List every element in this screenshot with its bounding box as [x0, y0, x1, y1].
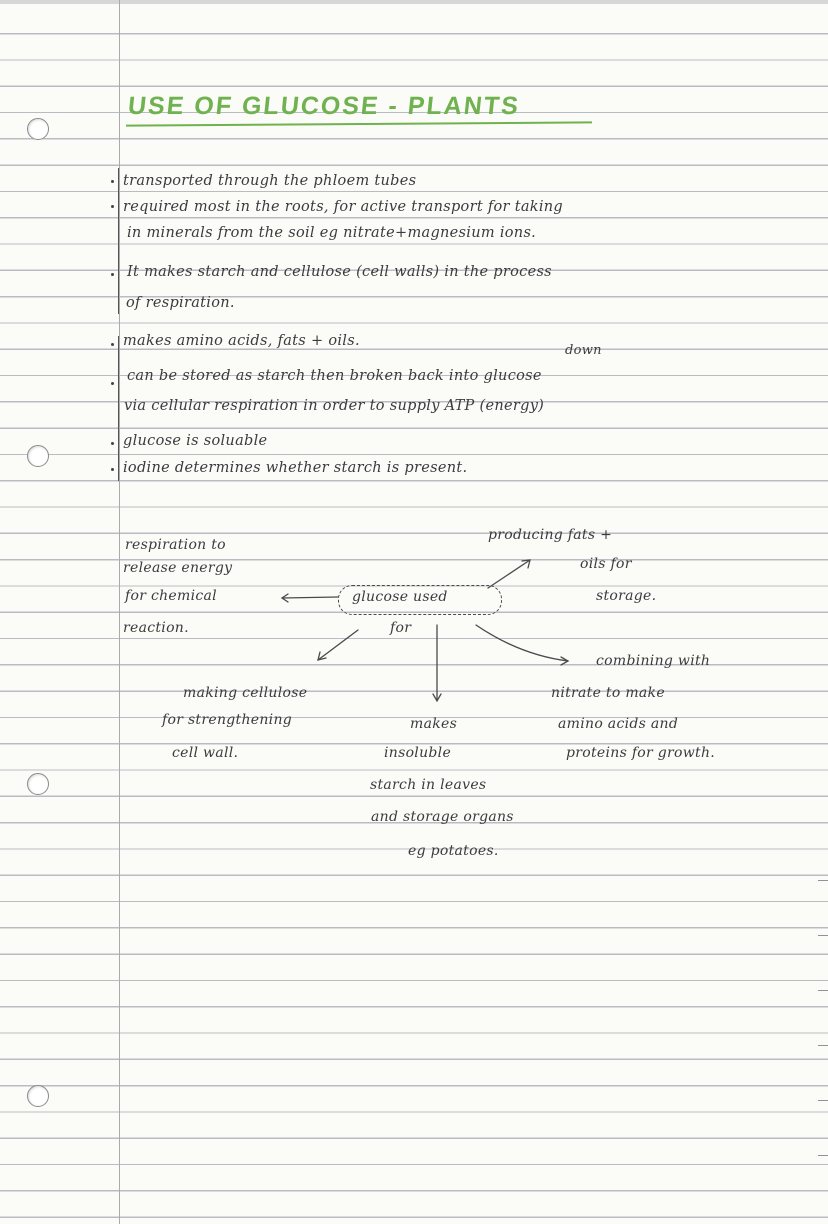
- diagram-nitrate-line: proteins for growth.: [566, 745, 716, 761]
- note-line: transported through the phloem tubes: [123, 173, 417, 189]
- arrow-to-fats: [488, 560, 530, 588]
- diagram-respiration-line: release energy: [123, 560, 233, 576]
- note-insert: down: [565, 343, 602, 358]
- diagram-fats-line: oils for: [580, 556, 632, 572]
- note-line: makes amino acids, fats + oils.: [123, 333, 360, 349]
- arrow-to-cellulose: [318, 630, 358, 660]
- diagram-fats-line: storage.: [596, 588, 657, 604]
- diagram-starch-line: starch in leaves: [370, 777, 487, 793]
- note-line: required most in the roots, for active transport for taking: [123, 199, 564, 215]
- note-line: can be stored as starch then broken back into glucose: [127, 368, 542, 384]
- note-line: of respiration.: [126, 295, 235, 311]
- diagram-center-sub: for: [390, 620, 412, 636]
- diagram-respiration-line: for chemical: [125, 588, 217, 604]
- diagram-fats-line: producing fats +: [488, 527, 613, 543]
- diagram-respiration-line: respiration to: [125, 537, 226, 553]
- note-line: It makes starch and cellulose (cell walls) in the process: [127, 264, 552, 280]
- note-line: glucose is soluable: [123, 433, 268, 449]
- note-line: iodine determines whether starch is present.: [123, 460, 468, 476]
- diagram-starch-line: insoluble: [384, 745, 452, 761]
- diagram-nitrate-line: amino acids and: [558, 716, 679, 732]
- diagram-center: glucose used: [352, 589, 448, 605]
- diagram-nitrate-line: nitrate to make: [551, 685, 665, 701]
- diagram-respiration-line: reaction.: [123, 620, 189, 636]
- note-line: in minerals from the soil eg nitrate+magnesium ions.: [127, 225, 537, 241]
- diagram-starch-line: makes: [410, 716, 458, 732]
- diagram-cellulose-line: for strengthening: [162, 712, 293, 728]
- diagram-starch-line: eg potatoes.: [408, 843, 499, 859]
- diagram-starch-line: and storage organs: [371, 809, 514, 825]
- note-line: via cellular respiration in order to supply ATP (energy): [124, 398, 545, 414]
- arrow-to-respiration: [282, 597, 338, 598]
- diagram-nitrate-line: combining with: [596, 653, 711, 669]
- arrow-to-nitrate: [476, 625, 568, 661]
- page-title: USE OF GLUCOSE - PLANTS: [126, 92, 522, 120]
- diagram-cellulose-line: cell wall.: [172, 745, 239, 761]
- diagram-cellulose-line: making cellulose: [183, 685, 308, 701]
